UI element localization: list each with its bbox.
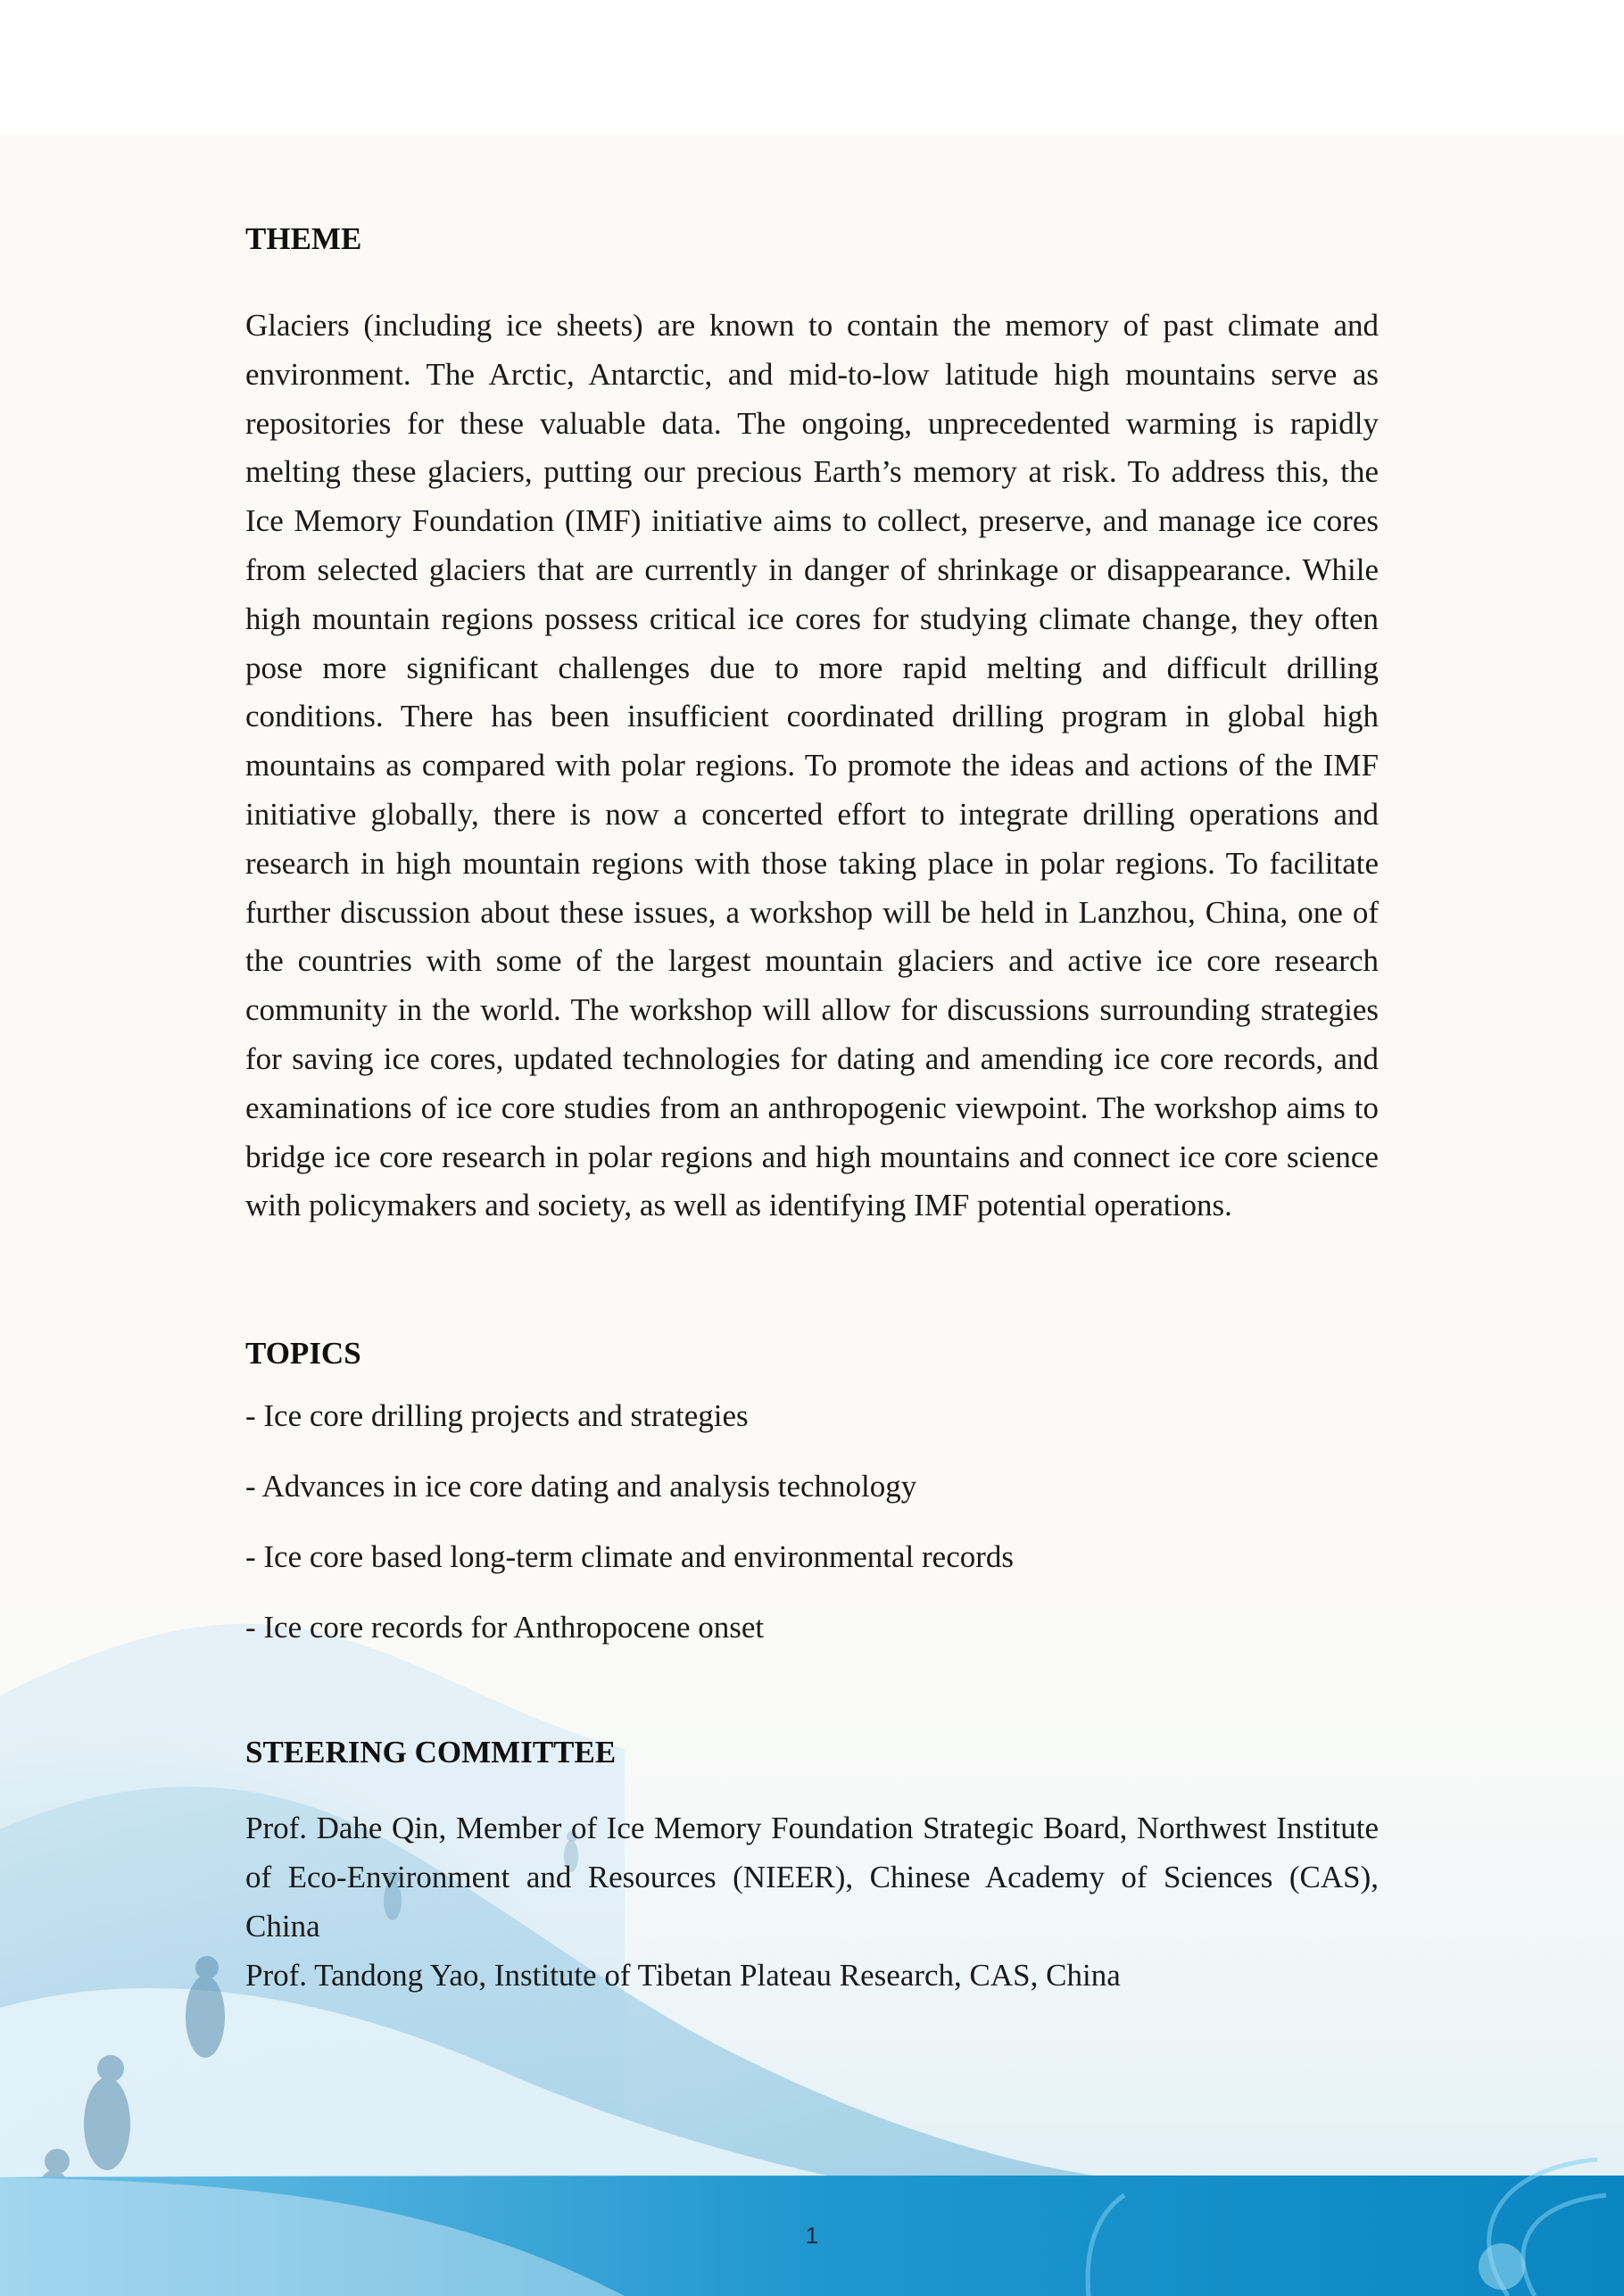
topic-item: - Ice core drilling projects and strategies — [245, 1398, 749, 1434]
theme-paragraph: Glaciers (including ice sheets) are known to contain the memory of past climate and environment. The Arctic, Antarctic, and mid-to-low latitude high mountains serve as repositories for these valuable data. The ongoing, unprecedented warming is rapidly melting these glaciers, putting our precious Earth’s memory at risk. To address this, the Ice Memory Foundation (IMF) initiative aims to collect, preserve, and manage ice cores from selected glaciers that are currently in danger of shrinkage or disappearance. While high mountain regions possess critical ice cores for studying climate change, they often pose more significant challenges due to more rapid melting and difficult drilling conditions. There has been insufficient coordinated drilling program in global high mountains as compared with polar regions. To promote the ideas and actions of the IMF initiative globally, there is now a concerted effort to integrate drilling operations and research in high mountain regions with those taking place in polar regions. To facilitate further discussion about these issues, a workshop will be held in Lanzhou, China, one of the countries with some of the largest mountain glaciers and active ice core research community in the world. The workshop will allow for discussions surrounding strategies for saving ice cores, updated technologies for dating and amending ice core records, and examinations of ice core studies from an anthropogenic viewpoint. The workshop aims to bridge ice core research in polar regions and high mountains and connect ice core science with policymakers and society, as well as identifying IMF potential operations. — [245, 308, 1379, 1223]
topic-list — [245, 1398, 1379, 1645]
topic-item: - Ice core records for Anthropocene onset — [245, 1610, 765, 1645]
theme-heading: THEME — [245, 221, 362, 256]
committee-list — [245, 1804, 1379, 2000]
topic-item: - Ice core based long-term climate and environmental records — [245, 1539, 1015, 1575]
topics-heading: TOPICS — [245, 1336, 361, 1372]
steering-committee-heading: STEERING COMMITTEE — [245, 1735, 617, 1770]
page-number: 1 — [805, 2222, 819, 2249]
committee-member: Prof. Tandong Yao, Institute of Tibetan Plateau Research, CAS, China — [245, 1957, 1121, 1993]
document-body — [245, 205, 1379, 2000]
topic-item: - Advances in ice core dating and analysis technology — [245, 1469, 917, 1504]
committee-member: Prof. Dahe Qin, Member of Ice Memory Foundation Strategic Board, Northwest Institute of Eco-Environment and Resources (NIEER), Chinese Academy of Sciences (CAS), China — [245, 1811, 1379, 1944]
